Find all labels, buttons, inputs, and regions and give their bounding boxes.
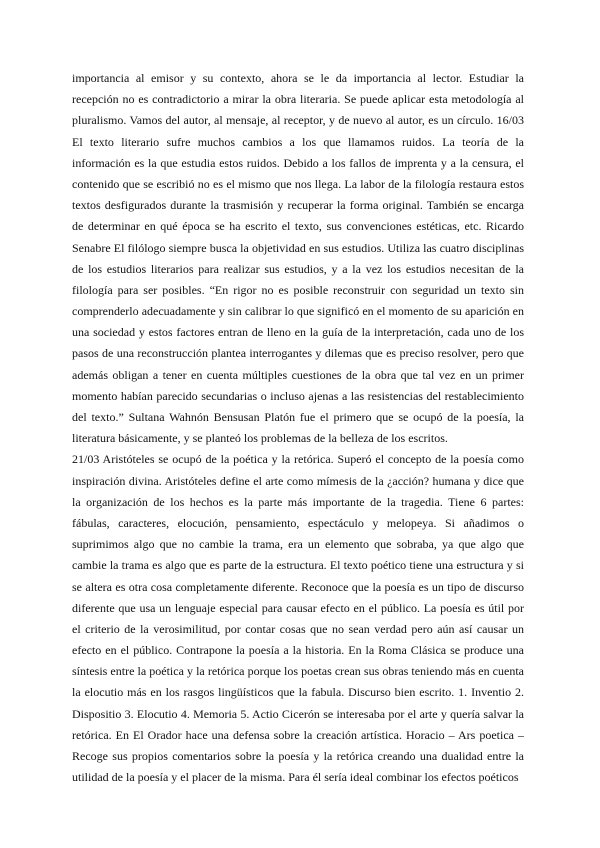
text-line: utilidad de la poesía y el placer de la misma. Para él sería ideal combinar los efectos poéticos	[72, 770, 519, 785]
text-line: inspiración divina. Aristóteles define el arte como mímesis de la ¿acción? humana y dice que	[72, 473, 524, 488]
text-line: 21/03 Aristóteles se ocupó de la poética y la retórica. Superó el concepto de la poesía como	[72, 452, 524, 467]
text-line: Senabre El filólogo siempre busca la objetividad en sus estudios. Utiliza las cuatro disciplinas	[72, 240, 524, 255]
text-line: pasos de una reconstrucción plantea interrogantes y dilemas que es preciso resolver, pero que	[72, 346, 524, 361]
body-text	[72, 68, 524, 788]
text-line: efecto en el público. Contrapone la poesía a la historia. En la Roma Clásica se produce una	[72, 643, 524, 658]
text-line: además obligan a tener en cuenta múltiples cuestiones de la obra que tal vez en un primer	[72, 367, 524, 382]
text-line: comprenderlo adecuadamente y sin calibrar lo que significó en el momento de su aparición en	[72, 304, 524, 319]
text-line: del texto.” Sultana Wahnón Bensusan Platón fue el primero que se ocupó de la poesía, la	[72, 410, 524, 424]
text-line: de los estudios literarios para realizar sus estudios, y a la vez los estudios necesitan de la	[72, 261, 524, 276]
text-line: momento habían parecido secundarias o incluso ajenas a las resistencias del restablecimiento	[72, 388, 524, 403]
text-line: el criterio de la verosimilitud, por contar cosas que no sean verdad pero aún así causar un	[72, 621, 524, 636]
text-line: El texto literario sufre muchos cambios a los que llamamos ruidos. La teoría de la	[72, 134, 524, 149]
paragraph-2	[72, 449, 524, 788]
text-line: textos desfigurados durante la trasmisión y recuperar la forma original. También se encarga	[72, 198, 524, 213]
text-line: se altera es otra cosa completamente diferente. Reconoce que la poesía es un tipo de discurso	[72, 579, 524, 594]
text-line: suprimimos algo que no cambie la trama, era un elemento que sobraba, ya que algo que	[72, 537, 524, 552]
text-line: literatura básicamente, y se planteó los problemas de la belleza de los escritos.	[72, 431, 448, 446]
text-line: filología para ser posibles. “En rigor no es posible reconstruir con seguridad un texto sin	[72, 282, 524, 297]
text-line: pluralismo. Vamos del autor, al mensaje, al receptor, y de nuevo al autor, es un círculo. 16/03	[72, 113, 524, 128]
text-line: cambie la trama es algo que es parte de la estructura. El texto poético tiene una estructura y si	[72, 558, 524, 573]
text-line: información es la que estudia estos ruidos. Debido a los fallos de imprenta y a la censura, el	[72, 155, 524, 170]
text-line: Dispositio 3. Elocutio 4. Memoria 5. Actio Cicerón se interesaba por el arte y quería salvar la	[72, 706, 524, 721]
text-line: la organización de los hechos es la parte más importante de la tragedia. Tiene 6 partes:	[72, 494, 524, 509]
text-line: importancia al emisor y su contexto, ahora se le da importancia al lector. Estudiar la	[72, 71, 524, 85]
text-line: una sociedad y estos factores entran de lleno en la guía de la interpretación, cada uno de los	[72, 325, 524, 340]
text-line: la elocutio más en los rasgos lingüísticos que la fabula. Discurso bien escrito. 1. Inventio 2.	[72, 685, 524, 700]
text-line: contenido que se escribió no es el mismo que nos llega. La labor de la filología restaura estos	[72, 176, 524, 191]
paragraph-1	[72, 68, 524, 449]
text-line: de determinar en qué época se ha escrito el texto, sus convenciones estéticas, etc. Ricardo	[72, 219, 524, 234]
text-line: diferente que usa un lenguaje especial para causar efecto en el público. La poesía es útil por	[72, 600, 524, 615]
text-line: Recoge sus propios comentarios sobre la poesía y la retórica creando una dualidad entre la	[72, 749, 524, 763]
text-line: síntesis entre la poética y la retórica porque los poetas crean sus obras teniendo más en cuenta	[72, 664, 524, 679]
text-line: recepción no es contradictorio a mirar la obra literaria. Se puede aplicar esta metodología al	[72, 92, 524, 107]
text-line: retórica. En El Orador hace una defensa sobre la creación artística. Horacio – Ars poetica –	[72, 727, 524, 742]
text-line: fábulas, caracteres, elocución, pensamiento, espectáculo y melopeya. Si añadimos o	[72, 515, 524, 530]
